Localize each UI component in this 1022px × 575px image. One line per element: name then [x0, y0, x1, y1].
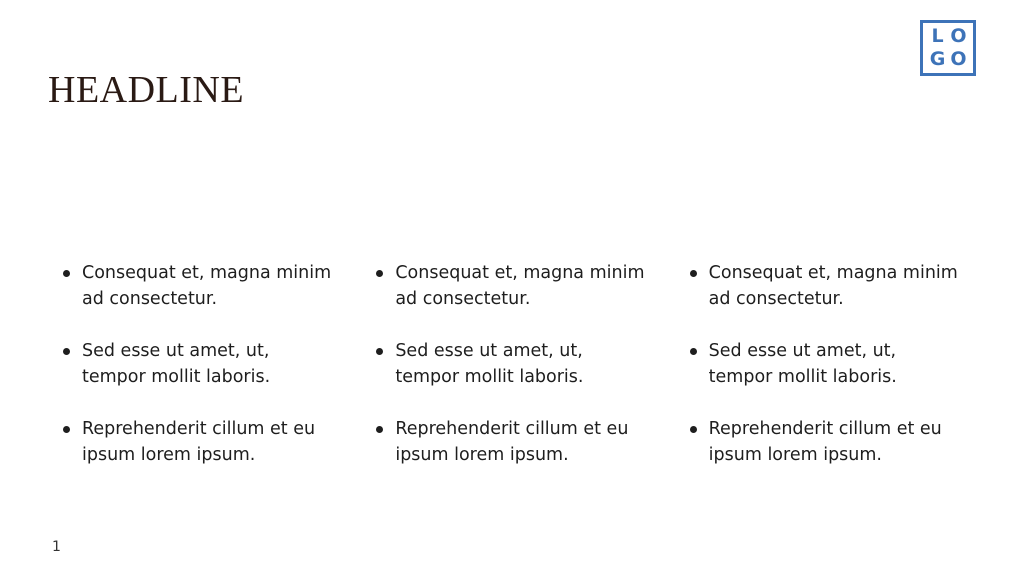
bullet-item: Consequat et, magna minim ad consectetur.	[60, 260, 337, 312]
bullet-column-3	[687, 260, 1000, 494]
bullet-item: Consequat et, magna minim ad consectetur.	[687, 260, 964, 312]
bullet-column-1	[60, 260, 373, 494]
logo-letter: L	[931, 25, 944, 47]
logo-letter: O	[950, 25, 967, 47]
logo-letter: G	[929, 48, 946, 70]
bullet-column-2	[373, 260, 686, 494]
bullet-item: Reprehenderit cillum et eu ipsum lorem ipsum.	[60, 416, 337, 468]
slide-headline: HEADLINE	[48, 69, 245, 111]
logo-letter: O	[950, 48, 967, 70]
bullet-item: Consequat et, magna minim ad consectetur.	[373, 260, 650, 312]
logo	[920, 20, 976, 76]
bullet-item: Sed esse ut amet, ut, tempor mollit laboris.	[60, 338, 337, 390]
bullet-item: Sed esse ut amet, ut, tempor mollit laboris.	[373, 338, 650, 390]
bullet-item: Sed esse ut amet, ut, tempor mollit laboris.	[687, 338, 964, 390]
page-number: 1	[52, 539, 61, 555]
bullet-columns	[60, 260, 1000, 494]
bullet-item: Reprehenderit cillum et eu ipsum lorem ipsum.	[373, 416, 650, 468]
bullet-item: Reprehenderit cillum et eu ipsum lorem ipsum.	[687, 416, 964, 468]
